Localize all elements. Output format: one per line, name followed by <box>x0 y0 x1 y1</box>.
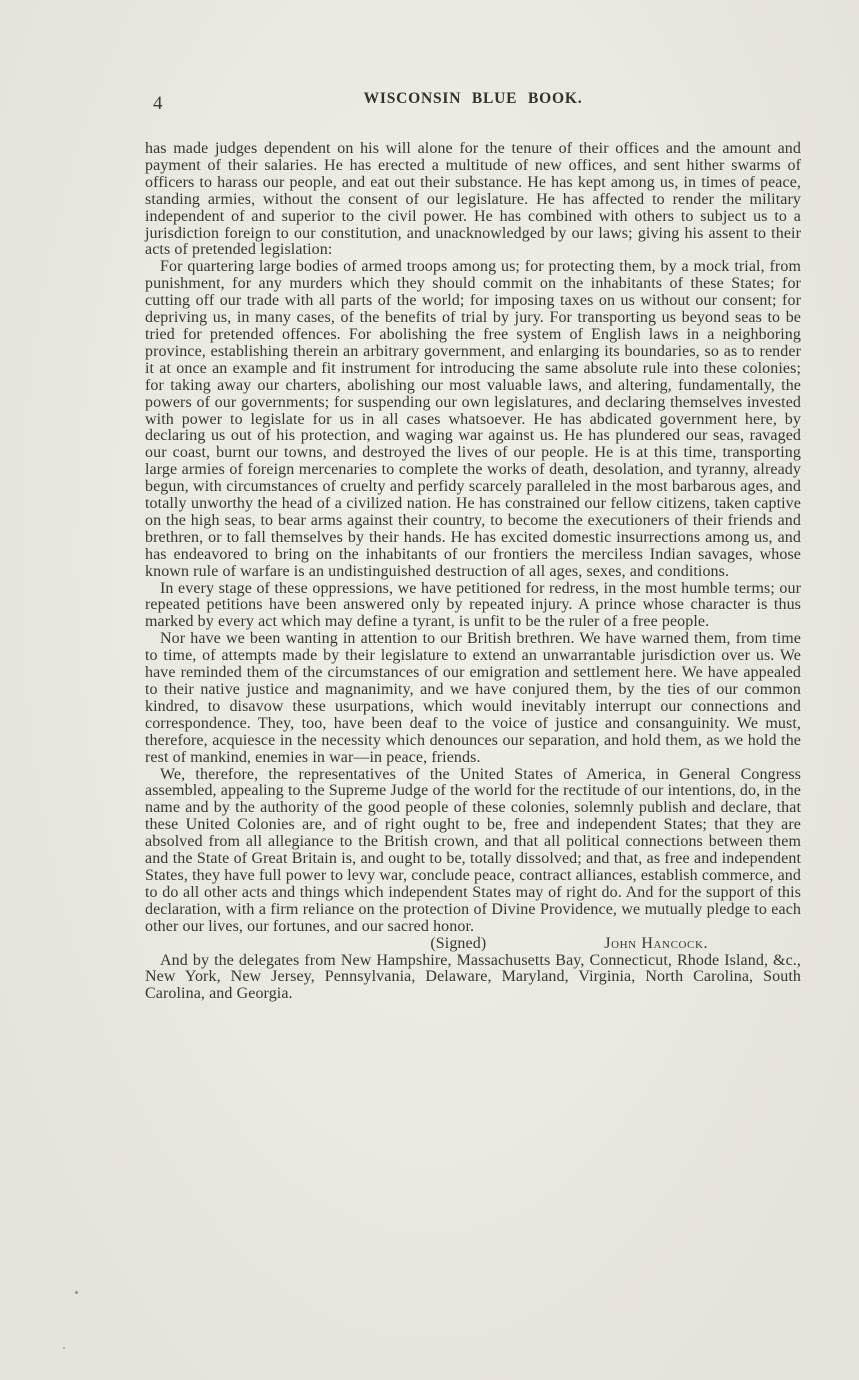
signer-name: John Hancock. <box>604 934 709 952</box>
signed-label: (Signed) <box>430 934 487 952</box>
paragraph-quartering-troops: For quartering large bodies of armed troops among us; for protecting them, by a mock trial, from punishment, for any murders which they should commit on the inhabitants of these States; for cutting off our trade with all parts of the world; for imposing taxes on us without our consent; for depriving us, in many cases, of the benefits of trial by jury. For transporting us beyond seas to be tried for pretended offences. For abolishing the free system of English laws in a neighboring province, establishing therein an arbitrary government, and enlarging its boundaries, so as to render it at once an example and fit instrument for introducing the same absolute rule into these colonies; for taking away our charters, abolishing our most valuable laws, and altering, fundamentally, the powers of our governments; for suspending our own legislatures, and declaring themselves invested with power to legislate for us in all cases whatsoever. He has abdicated government here, by declaring us out of his protection, and waging war against us. He has plundered our seas, ravaged our coast, burnt our towns, and destroyed the lives of our people. He is at this time, transporting large armies of foreign mercenaries to complete the works of death, desolation, and tyranny, already begun, with circumstances of cruelty and perfidy scarcely paralleled in the most barbarous ages, and totally unworthy the head of a civilized nation. He has constrained our fellow citizens, taken captive on the high seas, to bear arms against their country, to become the executioners of their friends and brethren, or to fall themselves by their hands. He has excited domestic insurrections among us, and has endeavored to bring on the inhabitants of our frontiers the merciless Indian savages, whose known rule of warfare is an undistinguished destruction of all ages, sexes, and conditions. <box>145 258 801 580</box>
page-body <box>145 141 801 1003</box>
page-number: 4 <box>153 93 163 114</box>
scan-speck <box>63 1347 65 1349</box>
paragraph-grievances-continued: has made judges dependent on his will alone for the tenure of their offices and the amount and payment of their salaries. He has erected a multitude of new offices, and sent hither swarms of officers to harass our people, and eat out their substance. He has kept among us, in times of peace, standing armies, without the consent of our legislature. He has affected to render the military independent of and superior to the civil power. He has combined with others to subject us to a jurisdiction foreign to our constitution, and unacknowledged by our laws; giving his assent to their acts of pretended legislation: <box>145 140 801 259</box>
paragraph-british-brethren: Nor have we been wanting in attention to our British brethren. We have warned them, from time to time, of attempts made by their legislature to extend an unwarrantable jurisdiction over us. We have reminded them of the circumstances of our emigration and settlement here. We have appealed to their native justice and magnanimity, and we have conjured them, by the ties of our common kindred, to disavow these usurpations, which would inevitably interrupt our connections and correspondence. They, too, have been deaf to the voice of justice and consanguinity. We must, therefore, acquiesce in the necessity which denounces our separation, and hold them, as we hold the rest of mankind, enemies in war—in peace, friends. <box>145 630 801 766</box>
running-head-title: WISCONSIN BLUE BOOK. <box>363 90 583 107</box>
paragraph-declaration-of-independence: We, therefore, the representatives of the United States of America, in General Congress assembled, appealing to the Supreme Judge of the world for the rectitude of our intentions, do, in the name and by the authority of the good people of these colonies, solemnly publish and declare, that these United Colonies are, and of right ought to be, free and independent States; that they are absolved from all allegiance to the British crown, and that all political connections between them and the State of Great Britain is, and ought to be, totally dissolved; and that, as free and independent States, they have full power to levy war, conclude peace, contract alliances, establish commerce, and to do all other acts and things which independent States may of right do. And for the support of this declaration, with a firm reliance on the protection of Divine Providence, we mutually pledge to each other our lives, our fortunes, and our sacred honor. <box>145 765 801 935</box>
page-header <box>145 90 801 116</box>
signature-line <box>145 936 801 953</box>
paragraph-delegates-list: And by the delegates from New Hampshire, Massachusetts Bay, Connecticut, Rhode Island, &c., New York, New Jersey, Pennsylvania, Delaware, Maryland, Virginia, North Carolina, South Carolina, and Georgia. <box>145 951 801 1003</box>
scan-speck <box>75 1291 78 1294</box>
paragraph-petitioned-for-redress: In every stage of these oppressions, we have petitioned for redress, in the most humble terms; our repeated petitions have been answered only by repeated injury. A prince whose character is thus marked by every act which may define a tyrant, is unfit to be the ruler of a free people. <box>145 579 801 631</box>
